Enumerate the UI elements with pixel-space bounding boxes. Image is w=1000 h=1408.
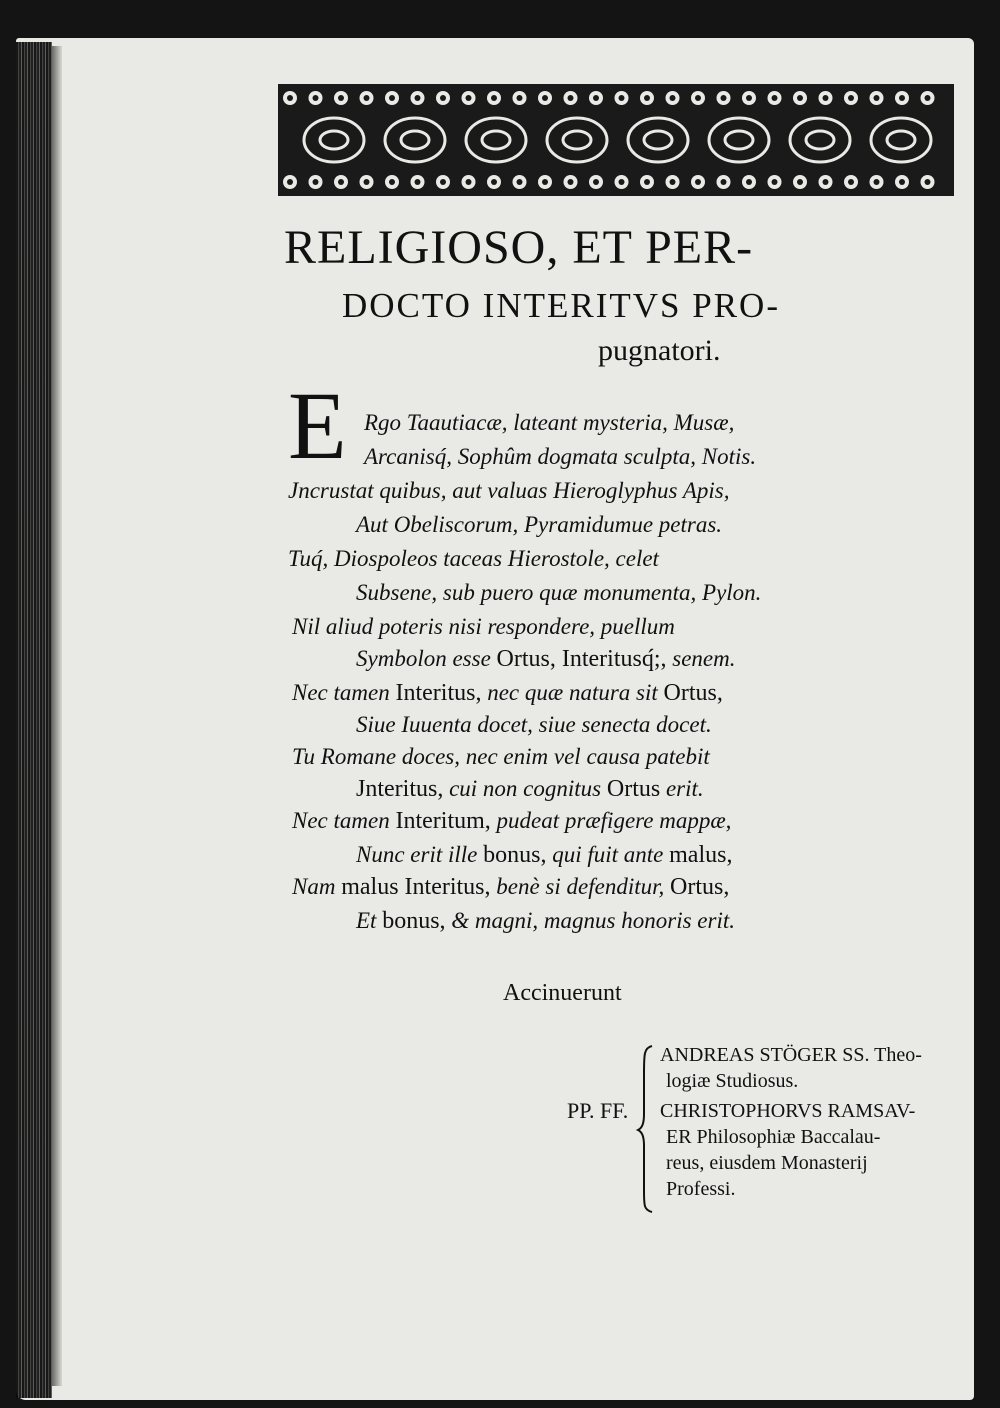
ornament-rosette-center <box>287 179 293 185</box>
poem-line-12-d: erit. <box>665 776 704 801</box>
ornament-rosette-center <box>440 179 446 185</box>
ornament-rosette-center <box>287 95 293 101</box>
ornament-rosette-center <box>695 179 701 185</box>
poem-line-15-c: benè si defenditur, <box>496 874 665 899</box>
book-binding-edge <box>16 42 52 1398</box>
poem-line-16-c: & magni, magnus honoris erit. <box>451 908 735 933</box>
poem-line-8 <box>356 646 736 673</box>
ornament-rosette-center <box>874 179 880 185</box>
ornament-rosette-center <box>542 179 548 185</box>
drop-cap: E <box>288 372 347 479</box>
signer-2-line-4: Professi. <box>666 1178 736 1200</box>
ornament-rosette-center <box>619 95 625 101</box>
ornament-rosette-center <box>644 179 650 185</box>
ornament-rosette-center <box>568 95 574 101</box>
ornament-rosette-center <box>517 179 523 185</box>
poem-line-7: Nil aliud poteris nisi respondere, puellum <box>292 614 675 639</box>
ornament-rosette-center <box>695 95 701 101</box>
poem-line-13-b: Interitum, <box>395 808 491 834</box>
poem-line-14-d: malus, <box>669 842 733 868</box>
ornament-rosette-center <box>440 95 446 101</box>
brace-symbol <box>636 1044 656 1214</box>
poem-line-8-c: senem. <box>672 646 736 671</box>
ornament-rosette-center <box>670 95 676 101</box>
poem-line-12 <box>356 776 704 803</box>
heading-line-3: pugnatori. <box>598 334 721 367</box>
ornament-rosette-center <box>746 95 752 101</box>
ornament-rosette-center <box>338 179 344 185</box>
poem-line-5: Tuq́, Diospoleos taceas Hierostole, celet <box>288 546 659 571</box>
ornament-rosette-center <box>925 179 931 185</box>
poem-line-13 <box>292 808 731 835</box>
poem-line-16-a: Et <box>356 908 377 933</box>
ornament-rosette-center <box>670 179 676 185</box>
ornament-rosette-center <box>823 179 829 185</box>
ornament-rosette-center <box>848 179 854 185</box>
ornament-rosette-center <box>772 179 778 185</box>
ornament-rosette-center <box>899 95 905 101</box>
poem-line-15-b: malus Interitus, <box>341 874 491 900</box>
accinuerunt-label: Accinuerunt <box>503 980 622 1006</box>
heading-line-1: RELIGIOSO, ET PER- <box>284 221 754 274</box>
poem-line-16-b: bonus, <box>382 908 446 934</box>
ornament-rosette-center <box>491 179 497 185</box>
poem-line-15 <box>292 874 729 901</box>
ornament-rosette-center <box>721 179 727 185</box>
ornament-rosette-center <box>593 179 599 185</box>
page-gutter-shadow <box>52 46 62 1386</box>
ornament-rosette-center <box>644 95 650 101</box>
poem-line-12-c: Ortus <box>606 776 661 802</box>
poem-line-9-d: Ortus, <box>663 680 723 706</box>
poem-line-14 <box>356 842 732 869</box>
ornament-rosette-center <box>415 179 421 185</box>
ornament-rosette-center <box>466 95 472 101</box>
ornament-rosette-center <box>721 95 727 101</box>
poem-line-1: Rgo Taautiacæ, lateant mysteria, Musæ, <box>364 410 735 435</box>
poem-line-3: Jncrustat quibus, aut valuas Hieroglyphus Apis, <box>288 478 730 503</box>
poem-line-13-a: Nec tamen <box>292 808 390 833</box>
ornament-rosette-center <box>568 179 574 185</box>
ornament-rosette-center <box>364 179 370 185</box>
poem-line-9-c: nec quæ natura sit <box>487 680 658 705</box>
ornament-rosette-center <box>389 179 395 185</box>
ornament-rosette-center <box>313 95 319 101</box>
poem-line-11: Tu Romane doces, nec enim vel causa patebit <box>292 744 710 769</box>
ornament-rosette-center <box>517 95 523 101</box>
ornament-rosette-center <box>797 179 803 185</box>
ornament-rosette-center <box>772 95 778 101</box>
signer-2-line-3: reus, eiusdem Monasterij <box>666 1152 868 1174</box>
ornament-rosette-center <box>338 95 344 101</box>
ornament-rosette-center <box>925 95 931 101</box>
signer-2-line-1: CHRISTOPHORVS RAMSAV- <box>660 1100 916 1122</box>
ornament-rosette-center <box>899 179 905 185</box>
poem-line-15-a: Nam <box>292 874 336 899</box>
headpiece-ornament <box>278 84 954 196</box>
ornament-rosette-center <box>389 95 395 101</box>
poem-line-4: Aut Obeliscorum, Pyramidumue petras. <box>356 512 723 537</box>
poem-line-13-c: pudeat præfigere mappæ, <box>496 808 732 833</box>
poem-line-9 <box>292 680 723 707</box>
poem-line-12-b: cui non cognitus <box>449 776 602 801</box>
ornament-rosette-center <box>313 179 319 185</box>
ornament-rosette-center <box>619 179 625 185</box>
poem-line-14-b: bonus, <box>483 842 547 868</box>
signer-1-line-2: logiæ Studiosus. <box>666 1070 799 1092</box>
ornament-rosette-center <box>364 95 370 101</box>
ornament-rosette-center <box>746 179 752 185</box>
poem-line-15-d: Ortus, <box>670 874 730 900</box>
poem-line-2: Arcanisq́, Sophûm dogmata sculpta, Notis. <box>364 444 757 469</box>
poem-line-10: Siue Iuuenta docet, siue senecta docet. <box>356 712 712 737</box>
signer-1-line-1: ANDREAS STÖGER SS. Theo- <box>660 1044 922 1066</box>
poem-line-12-a: Jnteritus, <box>356 776 444 802</box>
signer-2-line-2: ER Philosophiæ Baccalau- <box>666 1126 881 1148</box>
ornament-rosette-center <box>491 95 497 101</box>
poem-line-8-a: Symbolon esse <box>356 646 491 671</box>
poem-line-16 <box>356 908 735 935</box>
poem-line-8-b: Ortus, Interitusq́;, <box>496 646 667 672</box>
heading-line-2: DOCTO INTERITVS PRO- <box>342 286 780 325</box>
poem-line-9-b: Interitus, <box>395 680 482 706</box>
ornament-rosette-center <box>542 95 548 101</box>
ornament-rosette-center <box>848 95 854 101</box>
ornament-rosette-center <box>415 95 421 101</box>
poem-line-14-a: Nunc erit ille <box>356 842 478 867</box>
ornament-rosette-center <box>466 179 472 185</box>
poem-line-9-a: Nec tamen <box>292 680 390 705</box>
ornament-rosette-center <box>593 95 599 101</box>
poem-line-6: Subsene, sub puero quæ monumenta, Pylon. <box>356 580 762 605</box>
ornament-rosette-center <box>874 95 880 101</box>
poem-line-14-c: qui fuit ante <box>552 842 664 867</box>
ornament-rosette-center <box>823 95 829 101</box>
ornament-rosette-center <box>797 95 803 101</box>
signers-label: PP. FF. <box>567 1098 629 1123</box>
